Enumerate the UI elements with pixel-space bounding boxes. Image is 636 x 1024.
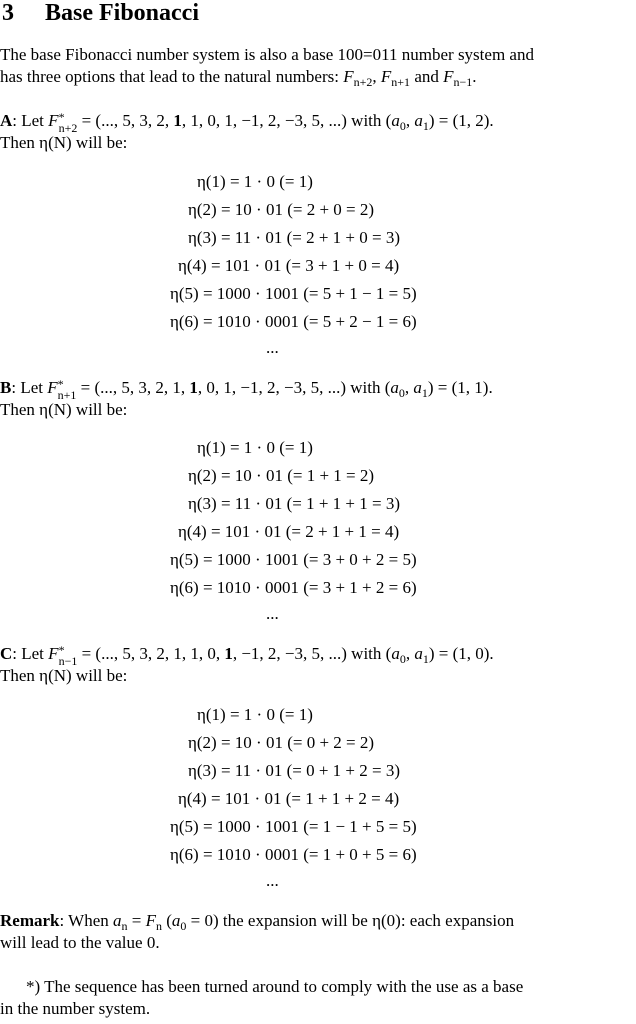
eq-rhs: (= 3 + 0 + 2 = 5) (303, 550, 417, 569)
case-c-ellipsis: ... (266, 871, 279, 890)
case-c-sequence: = (..., 5, 3, 2, 1, 1, 0, (81, 644, 225, 663)
eq-rhs: (= 1) (279, 438, 313, 457)
case-a-eq-5 (170, 284, 417, 304)
eq-lhs: η(2) = 10 · 01 (188, 200, 283, 219)
case-b-eq-5 (170, 550, 417, 570)
case-c-eq-1 (197, 705, 313, 725)
eq-lhs: η(4) = 101 · 01 (178, 789, 282, 808)
case-b-fsub: n+1 (57, 388, 77, 402)
eq-lhs: η(2) = 10 · 01 (188, 733, 283, 752)
eq-lhs: η(3) = 11 · 01 (188, 761, 283, 780)
eq-rhs: (= 5 + 1 − 1 = 5) (303, 284, 417, 303)
eq-lhs: η(1) = 1 · 0 (197, 438, 275, 457)
case-b-eq-4 (178, 522, 399, 542)
eq-rhs: (= 0 + 1 + 2 = 3) (286, 761, 401, 780)
case-a-eq-3 (188, 228, 400, 248)
case-a-with-values: ) = (1, 2). (428, 111, 494, 130)
case-b-eq-6 (170, 578, 417, 598)
case-b-let-text: : Let (11, 378, 48, 397)
eq-rhs: (= 1 + 1 + 1 = 3) (286, 494, 401, 513)
eq-lhs: η(6) = 1010 · 0001 (170, 845, 299, 864)
case-b-ellipsis: ... (266, 604, 279, 623)
case-c-let-text: : Let (12, 644, 49, 663)
eq-rhs: (= 0 + 2 = 2) (287, 733, 375, 752)
eq-lhs: η(5) = 1000 · 1001 (170, 550, 299, 569)
case-a-eq-6 (170, 312, 417, 332)
case-b-with-values: ) = (1, 1). (427, 378, 493, 397)
section-number: 3 (2, 0, 14, 26)
case-b-label: B (0, 378, 12, 397)
eq-rhs: (= 3 + 1 + 2 = 6) (303, 578, 417, 597)
case-c-bold-term: 1 (224, 644, 233, 663)
eq-lhs: η(5) = 1000 · 1001 (170, 284, 299, 303)
case-b-then: Then η(N) will be: (0, 400, 128, 419)
case-a-label: A (0, 111, 13, 130)
case-a-sequence-rest: , 1, 0, 1, −1, 2, −3, 5, ...) with ( (181, 111, 392, 130)
case-c-eq-6 (170, 845, 417, 865)
eq-rhs: (= 1) (279, 172, 313, 191)
case-b-sequence: = (..., 5, 3, 2, 1, (80, 378, 190, 397)
eq-lhs: η(3) = 11 · 01 (188, 228, 283, 247)
eq-lhs: η(1) = 1 · 0 (197, 172, 275, 191)
case-b-sequence-rest: , 0, 1, −1, 2, −3, 5, ...) with ( (197, 378, 391, 397)
case-a-eq-2 (188, 200, 374, 220)
eq-rhs: (= 3 + 1 + 0 = 4) (285, 256, 400, 275)
case-a-sequence: = (..., 5, 3, 2, (81, 111, 174, 130)
remark-line-2: will lead to the value 0. (0, 933, 160, 952)
case-b-eq-3 (188, 494, 400, 514)
case-b-bold-term: 1 (189, 378, 198, 397)
case-a-let-text: : Let (12, 111, 49, 130)
eq-lhs: η(3) = 11 · 01 (188, 494, 283, 513)
case-c-then: Then η(N) will be: (0, 666, 128, 685)
intro-line-1: The base Fibonacci number system is also a base 100=011 number system and (0, 45, 534, 64)
intro-line-2-text: has three options that lead to the natural numbers: (0, 67, 344, 86)
section-title: Base Fibonacci (45, 0, 199, 26)
case-c-label: C (0, 644, 13, 663)
case-c-let-line: C: Let F * n−1 = (..., 5, 3, 2, 1, 1, 0, 1, −1, 2, −3, 5, ...) with ($a_0$, $a_1) = (1$, 0). (0, 643, 494, 668)
remark-text-b: ( (161, 911, 172, 930)
eq-lhs: η(5) = 1000 · 1001 (170, 817, 299, 836)
eq-lhs: η(6) = 1010 · 0001 (170, 312, 299, 331)
eq-lhs: η(6) = 1010 · 0001 (170, 578, 299, 597)
eq-rhs: (= 1 − 1 + 5 = 5) (303, 817, 417, 836)
footnote-line-1: *) The sequence has been turned around to comply with the use as a base (26, 977, 524, 996)
eq-lhs: η(4) = 101 · 01 (178, 522, 282, 541)
case-c-eq-3 (188, 761, 400, 781)
case-c-fsub: n−1 (58, 654, 78, 668)
eq-rhs: (= 1 + 0 + 5 = 6) (303, 845, 417, 864)
case-c-with-values: ) = (1, 0). (428, 644, 494, 663)
eq-lhs: η(1) = 1 · 0 (197, 705, 275, 724)
case-a-bold-term: 1 (173, 111, 182, 130)
remark-label: Remark (0, 911, 60, 930)
eq-lhs: η(2) = 10 · 01 (188, 466, 283, 485)
case-c-eq-4 (178, 789, 399, 809)
case-c-eq-5 (170, 817, 417, 837)
eq-rhs: (= 1) (279, 705, 313, 724)
case-c-sequence-rest: , −1, 2, −3, 5, ...) with ( (232, 644, 392, 663)
eq-rhs: (= 2 + 1 + 1 = 4) (285, 522, 400, 541)
eq-rhs: (= 1 + 1 = 2) (287, 466, 375, 485)
case-a-fsub: n+2 (58, 121, 78, 135)
case-a-eq-4 (178, 256, 399, 276)
case-c-eq-2 (188, 733, 374, 753)
intro-line-2: has three options that lead to the natural numbers: $F_{n+2}$, $F_{n+1}$ and $F_{n-1}$. (0, 67, 477, 89)
case-a-eq-1 (197, 172, 313, 192)
eq-rhs: (= 2 + 0 = 2) (287, 200, 375, 219)
case-a-then: Then η(N) will be: (0, 133, 128, 152)
case-b-eq-2 (188, 466, 374, 486)
remark-line-1: Remark: When $a_n = F_n$ $(a_0 = 0)$ the expansion will be η(0): each expansion (0, 911, 515, 933)
eq-lhs: η(4) = 101 · 01 (178, 256, 282, 275)
footnote-line-2: in the number system. (0, 999, 151, 1018)
case-a-ellipsis: ... (266, 338, 279, 357)
eq-rhs: (= 1 + 1 + 2 = 4) (285, 789, 400, 808)
eq-rhs: (= 5 + 2 − 1 = 6) (303, 312, 417, 331)
remark-text-c: ) the expansion will be η(0): each expansion (213, 911, 515, 930)
eq-rhs: (= 2 + 1 + 0 = 3) (286, 228, 401, 247)
case-a-let-line: A: Let F * n+2 = (..., 5, 3, 2, 1, 1, 0, 1, −1, 2, −3, 5, ...) with ($a_0$, $a_1) = (1$, 2). (0, 110, 494, 135)
case-b-eq-1 (197, 438, 313, 458)
case-b-let-line: B: Let F * n+1 = (..., 5, 3, 2, 1, 1, 0, 1, −1, 2, −3, 5, ...) with ($a_0$, $a_1) = (1$, 1). (0, 377, 493, 402)
remark-text-a: : When (59, 911, 113, 930)
